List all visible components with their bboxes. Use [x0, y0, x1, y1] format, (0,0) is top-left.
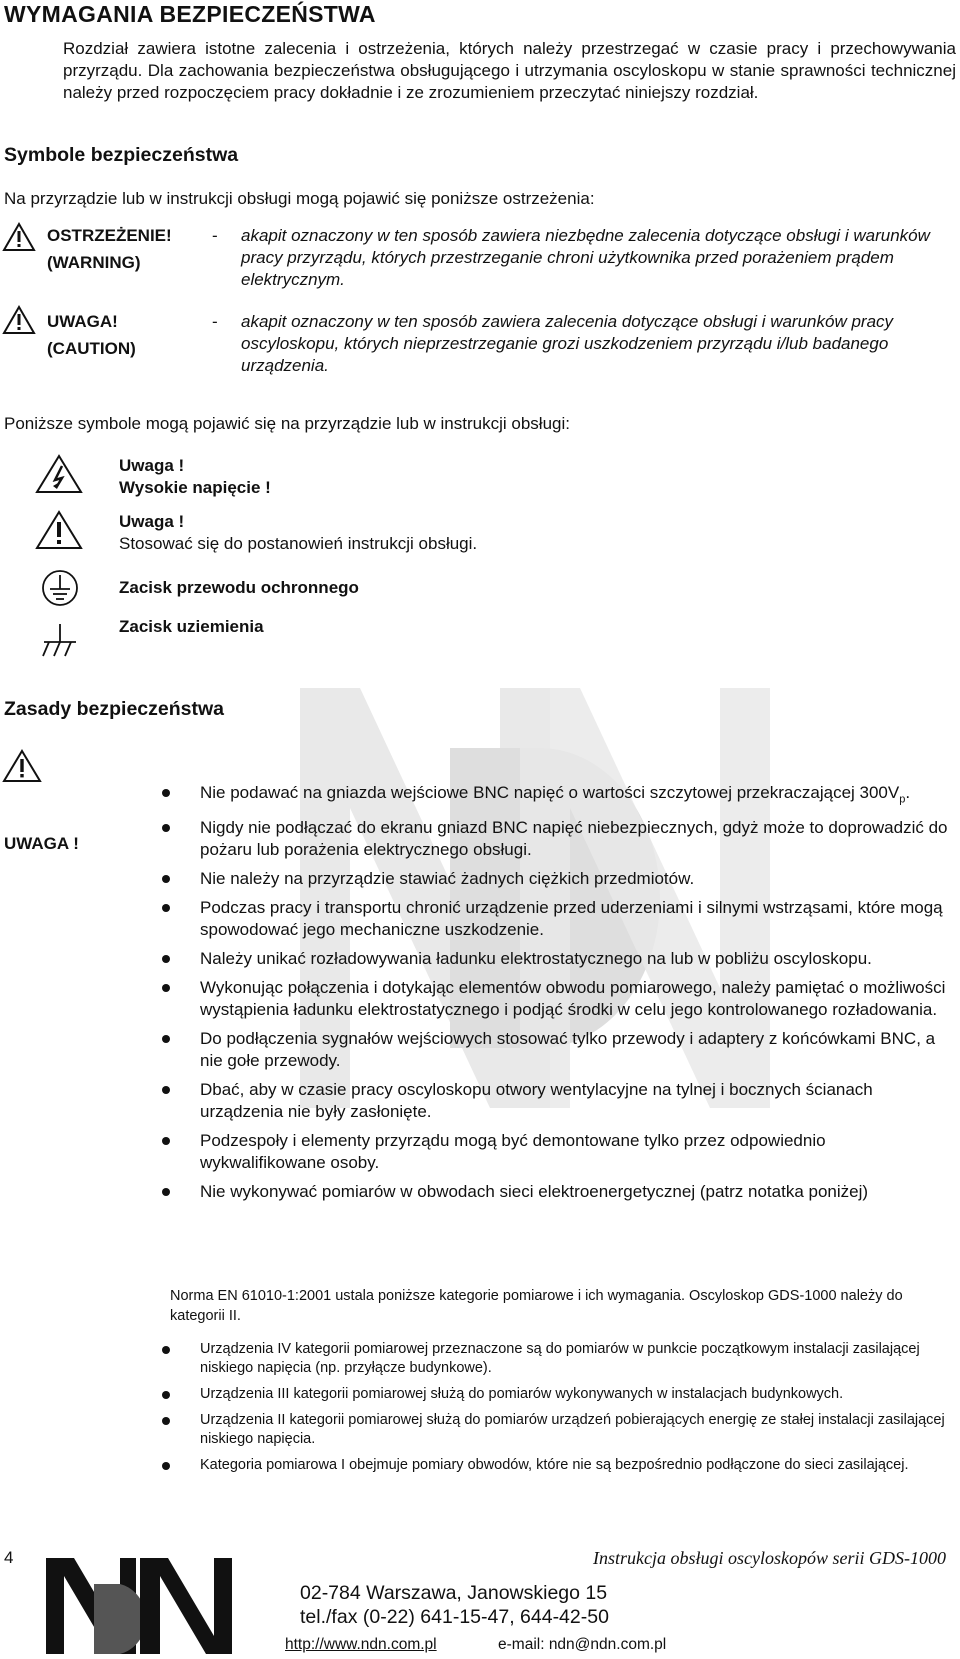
bullet-icon: [162, 875, 170, 883]
list-item: [160, 1181, 950, 1203]
bullet-icon: [162, 904, 170, 912]
protective-earth-icon: [40, 568, 80, 608]
bullet-icon: [162, 1391, 170, 1399]
bullet-icon: [162, 984, 170, 992]
rule-text: Nie podawać na gniazda wejściowe BNC napięć o wartości szczytowej przekraczającej 300V: [200, 783, 900, 802]
list-item: [160, 782, 950, 810]
rule-subscript: p: [899, 793, 906, 806]
rule-text: Dbać, aby w czasie pracy oscyloskopu otwory wentylacyjne na tylnej i bocznych ścianach urządzenia nie były zasłonięte.: [200, 1080, 873, 1122]
caution-triangle-icon: [2, 305, 36, 335]
bullet-icon: [162, 1462, 170, 1470]
list-item: [160, 897, 950, 941]
footer-address: 02-784 Warszawa, Janowskiego 15: [300, 1582, 608, 1604]
rule-text: Nigdy nie podłączać do ekranu gniazd BNC napięć niebezpiecznych, gdyż może to doprowadzić do pożaru lub porażenia elektrycznego obsługi.: [200, 818, 948, 860]
measurement-categories-list: [160, 1340, 960, 1482]
category-text: Urządzenia III kategorii pomiarowej służą do pomiarów wykonywanych w instalacjach budynkowych.: [200, 1386, 844, 1402]
symbols-lead-2: Poniższe symbole mogą pojawić się na przyrządzie lub w instrukcji obsługi:: [4, 414, 570, 433]
warning-label-en: (WARNING): [47, 253, 141, 272]
rule-text: Do podłączenia sygnałów wejściowych stosować tylko przewody i adaptery z końcówkami BNC, a nie gołe przewody.: [200, 1029, 936, 1071]
symbol-manual-line1: Uwaga !: [119, 512, 185, 531]
rule-text: Nie należy na przyrządzie stawiać żadnych ciężkich przedmiotów.: [200, 869, 695, 889]
bullet-icon: [162, 1137, 170, 1145]
footer-doc-title: Instrukcja obsługi oscyloskopów serii GDS-1000: [593, 1548, 946, 1568]
warning-triangle-icon: [34, 509, 84, 551]
list-item: [160, 1385, 960, 1404]
section-heading-rules: Zasady bezpieczeństwa: [4, 698, 225, 720]
category-text: Kategoria pomiarowa I obejmuje pomiary obwodów, które nie są bezpośrednio podłączone do sieci zasilającej.: [200, 1457, 909, 1473]
category-text: Urządzenia IV kategorii pomiarowej przeznaczone są do pomiarów w punkcie początkowym instalacji zasilającej niskiego napięcia (np. przyłącze budynkowe).: [200, 1341, 920, 1376]
symbol-high-voltage-line1: Uwaga !: [119, 456, 185, 475]
section-heading-symbols: Symbole bezpieczeństwa: [4, 144, 239, 166]
bullet-icon: [162, 955, 170, 963]
caution-description: akapit oznaczony w ten sposób zawiera zalecenia dotyczące obsługi i warunków pracy oscyloskopu, których nieprzestrzeganie grozi uszkodzeniem przyrządu i/lub badanego urządzenia.: [241, 312, 894, 375]
bullet-icon: [162, 1086, 170, 1094]
bullet-icon: [162, 1188, 170, 1196]
ground-icon: [40, 622, 80, 662]
warning-dash: -: [212, 226, 218, 245]
rule-text: Podczas pracy i transportu chronić urządzenie przed uderzeniami i silnymi wstrząsami, które mogą spowodować jego mechaniczne uszkodzenie.: [200, 898, 943, 940]
symbols-lead: Na przyrządzie lub w instrukcji obsługi mogą pojawić się poniższe ostrzeżenia:: [4, 189, 595, 208]
symbol-high-voltage-line2: Wysokie napięcie !: [119, 478, 271, 497]
bullet-icon: [162, 789, 170, 797]
ndn-logo: [2, 1550, 252, 1658]
symbol-manual-text: [119, 511, 477, 555]
caution-label: [47, 308, 136, 362]
page-title: WYMAGANIA BEZPIECZEŃSTWA: [4, 1, 376, 27]
list-item: [160, 1028, 950, 1072]
bullet-icon: [162, 1035, 170, 1043]
caution-label-pl: UWAGA!: [47, 312, 118, 331]
safety-rules-list: [160, 782, 950, 1210]
list-item: [160, 1411, 960, 1449]
warning-label-pl: OSTRZEŻENIE!: [47, 226, 172, 245]
warning-label: [47, 222, 172, 276]
caution-dash: -: [212, 312, 218, 331]
norm-paragraph: Norma EN 61010-1:2001 ustala poniższe kategorie pomiarowe i ich wymagania. Oscyloskop GDS-1000 należy do kategorii II.: [170, 1288, 903, 1324]
rule-text: Podzespoły i elementy przyrządu mogą być demontowane tylko przez odpowiednio wykwalifikowane osoby.: [200, 1131, 826, 1173]
high-voltage-icon: [34, 453, 84, 495]
rule-text: Należy unikać rozładowywania ładunku elektrostatycznego na lub w pobliżu oscyloskopu.: [200, 949, 872, 969]
symbol-manual-line2: Stosować się do postanowień instrukcji obsługi.: [119, 534, 478, 553]
bullet-icon: [162, 1346, 170, 1354]
footer-phone: tel./fax (0-22) 641-15-47, 644-42-50: [300, 1606, 609, 1628]
symbol-protective-earth-text: Zacisk przewodu ochronnego: [119, 578, 359, 597]
list-item: [160, 817, 950, 861]
category-text: Urządzenia II kategorii pomiarowej służą do pomiarów urządzeń pobierających energię ze stałej instalacji zasilającej niskiego napięcia.: [200, 1412, 945, 1447]
list-item: [160, 1130, 950, 1174]
symbol-high-voltage-text: [119, 455, 271, 499]
intro-paragraph: Rozdział zawiera istotne zalecenia i ostrzeżenia, których należy przestrzegać w czasie pracy i przechowywania przyrządu. Dla zachowania bezpieczeństwa obsługującego i utrzymania oscyloskopu w stanie sprawności technicznej należy przed rozpoczęciem pracy dokładnie i ze zrozumieniem przeczytać niniejszy rozdział.: [63, 39, 956, 102]
warning-triangle-icon: [2, 222, 36, 252]
list-item: [160, 948, 950, 970]
bullet-icon: [162, 1417, 170, 1425]
bullet-icon: [162, 824, 170, 832]
page-number: 4: [4, 1548, 14, 1567]
footer-email-link[interactable]: e-mail: ndn@ndn.com.pl: [498, 1636, 667, 1653]
caution-triangle-icon: [2, 749, 42, 783]
rule-text: Nie wykonywać pomiarów w obwodach sieci elektroenergetycznej (patrz notatka poniżej): [200, 1182, 869, 1202]
rules-caution-label: UWAGA !: [4, 834, 79, 853]
warning-description: akapit oznaczony w ten sposób zawiera niezbędne zalecenia dotyczące obsługi i warunków pracy przyrządu, których przestrzeganie chroni użytkownika przed porażeniem prądem elektrycznym.: [241, 226, 930, 289]
caution-label-en: (CAUTION): [47, 339, 136, 358]
list-item: [160, 977, 950, 1021]
symbol-ground-text: Zacisk uziemienia: [119, 617, 264, 636]
list-item: [160, 1340, 960, 1378]
rule-text: Wykonując połączenia i dotykając elementów obwodu pomiarowego, należy pamiętać o możliwości wystąpienia ładunku elektrostatycznego i podjąć środki w celu jego kontrolowanego rozładowania.: [200, 978, 946, 1020]
list-item: [160, 868, 950, 890]
footer-website-link[interactable]: http://www.ndn.com.pl: [285, 1636, 437, 1653]
list-item: [160, 1456, 960, 1475]
rule-end: .: [905, 783, 911, 802]
list-item: [160, 1079, 950, 1123]
